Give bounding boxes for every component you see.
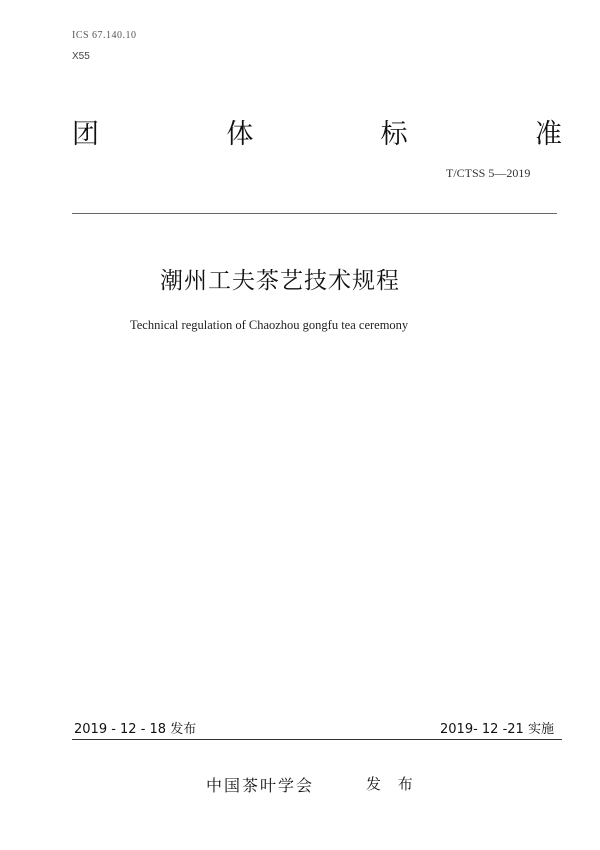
standard-code: T/CTSS 5—2019 (446, 166, 531, 180)
publisher-name: 中国茶叶学会 (206, 776, 315, 795)
standard-type-char: 体 (226, 119, 254, 150)
publish-label: 发 布 (366, 775, 419, 793)
standard-type-char: 准 (534, 119, 562, 150)
standard-type-title (72, 112, 562, 151)
release-date: 2019 - 12 - 18 发布 (74, 722, 197, 737)
ccs-code: X55 (72, 51, 90, 62)
implementation-date: 2019- 12 -21 实施 (440, 722, 554, 737)
standard-type-char: 标 (380, 119, 408, 150)
chinese-title: 潮州工夫茶艺技术规程 (160, 268, 400, 294)
ics-code: ICS 67.140.10 (72, 30, 137, 41)
english-title: Technical regulation of Chaozhou gongfu tea ceremony (130, 318, 409, 332)
bottom-divider (72, 739, 562, 740)
standard-type-char: 团 (72, 119, 99, 150)
top-divider (72, 213, 557, 214)
